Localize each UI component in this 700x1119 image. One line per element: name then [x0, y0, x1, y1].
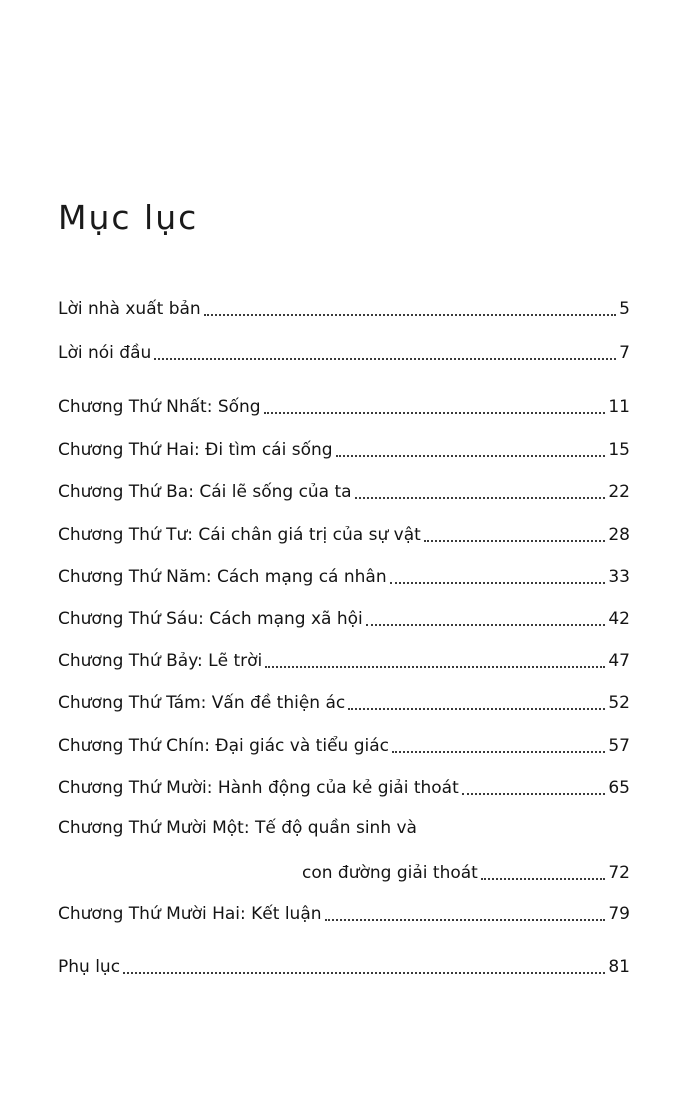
leader-dots [424, 540, 606, 542]
toc-entry [58, 392, 630, 420]
leader-dots [265, 666, 605, 668]
toc-entry-page: 22 [608, 482, 630, 502]
toc-entry-label: Lời nhà xuất bản [58, 299, 201, 319]
toc-entry [58, 477, 630, 505]
leader-dots [348, 708, 605, 710]
leader-dots [154, 358, 616, 360]
toc-entry [58, 562, 630, 590]
leader-dots [481, 878, 606, 880]
toc-entry [58, 646, 630, 674]
toc-entry-page: 65 [608, 778, 630, 798]
toc-entry-label: Chương Thứ Chín: Đại giác và tiểu giác [58, 736, 389, 756]
toc-entry-page: 52 [608, 693, 630, 713]
leader-dots [123, 972, 605, 974]
toc-entry-label: Chương Thứ Mười Hai: Kết luận [58, 904, 322, 924]
leader-dots [462, 793, 606, 795]
toc-entry-page: 79 [608, 904, 630, 924]
toc-entry [58, 435, 630, 463]
toc-entry [58, 899, 630, 927]
page-title: Mục lục [58, 198, 199, 237]
toc-entry [58, 773, 630, 801]
toc-entry [58, 731, 630, 759]
toc-entry-page: 28 [608, 525, 630, 545]
leader-dots [355, 497, 606, 499]
leader-dots [325, 919, 606, 921]
toc-entry-label: Chương Thứ Hai: Đi tìm cái sống [58, 440, 333, 460]
toc-entry-label: Chương Thứ Bảy: Lẽ trời [58, 651, 263, 671]
toc-entry-label: Chương Thứ Tư: Cái chân giá trị của sự vật [58, 525, 421, 545]
leader-dots [264, 412, 606, 414]
toc-entry-page: 42 [608, 609, 630, 629]
toc-entry [58, 604, 630, 632]
leader-dots [336, 455, 606, 457]
leader-dots [366, 624, 606, 626]
toc-entry [58, 520, 630, 548]
toc-entry-label: Chương Thứ Sáu: Cách mạng xã hội [58, 609, 363, 629]
toc-entry-page: 47 [608, 651, 630, 671]
leader-dots [204, 314, 616, 316]
toc-entry-label: Chương Thứ Ba: Cái lẽ sống của ta [58, 482, 352, 502]
toc-entry-page: 15 [608, 440, 630, 460]
toc-entry-label: Chương Thứ Nhất: Sống [58, 397, 261, 417]
toc-entry-label: Chương Thứ Năm: Cách mạng cá nhân [58, 567, 387, 587]
toc-entry-label: Lời nói đầu [58, 343, 152, 363]
toc-entry-label: Chương Thứ Tám: Vấn đề thiện ác [58, 693, 346, 713]
toc-entry [58, 952, 630, 980]
toc-entry-label: Chương Thứ Mười: Hành động của kẻ giải thoát [58, 778, 459, 798]
leader-dots [390, 582, 606, 584]
toc-entry-page: 7 [619, 343, 630, 363]
toc-entry-page: 81 [608, 957, 630, 977]
toc-entry [58, 688, 630, 716]
toc-entry-label: Chương Thứ Mười Một: Tế độ quần sinh và [58, 818, 417, 838]
toc-entry [58, 294, 630, 322]
toc-entry-label: Phụ lục [58, 957, 121, 977]
toc-entry-label-continuation: con đường giải thoát [302, 863, 478, 883]
toc-entry-page: 5 [619, 299, 630, 319]
toc-entry [58, 338, 630, 366]
toc-entry-page: 72 [608, 863, 630, 883]
toc-entry-page: 11 [608, 397, 630, 417]
toc-entry [302, 858, 630, 886]
toc-entry-page: 57 [608, 736, 630, 756]
leader-dots [392, 751, 605, 753]
toc-entry-page: 33 [608, 567, 630, 587]
